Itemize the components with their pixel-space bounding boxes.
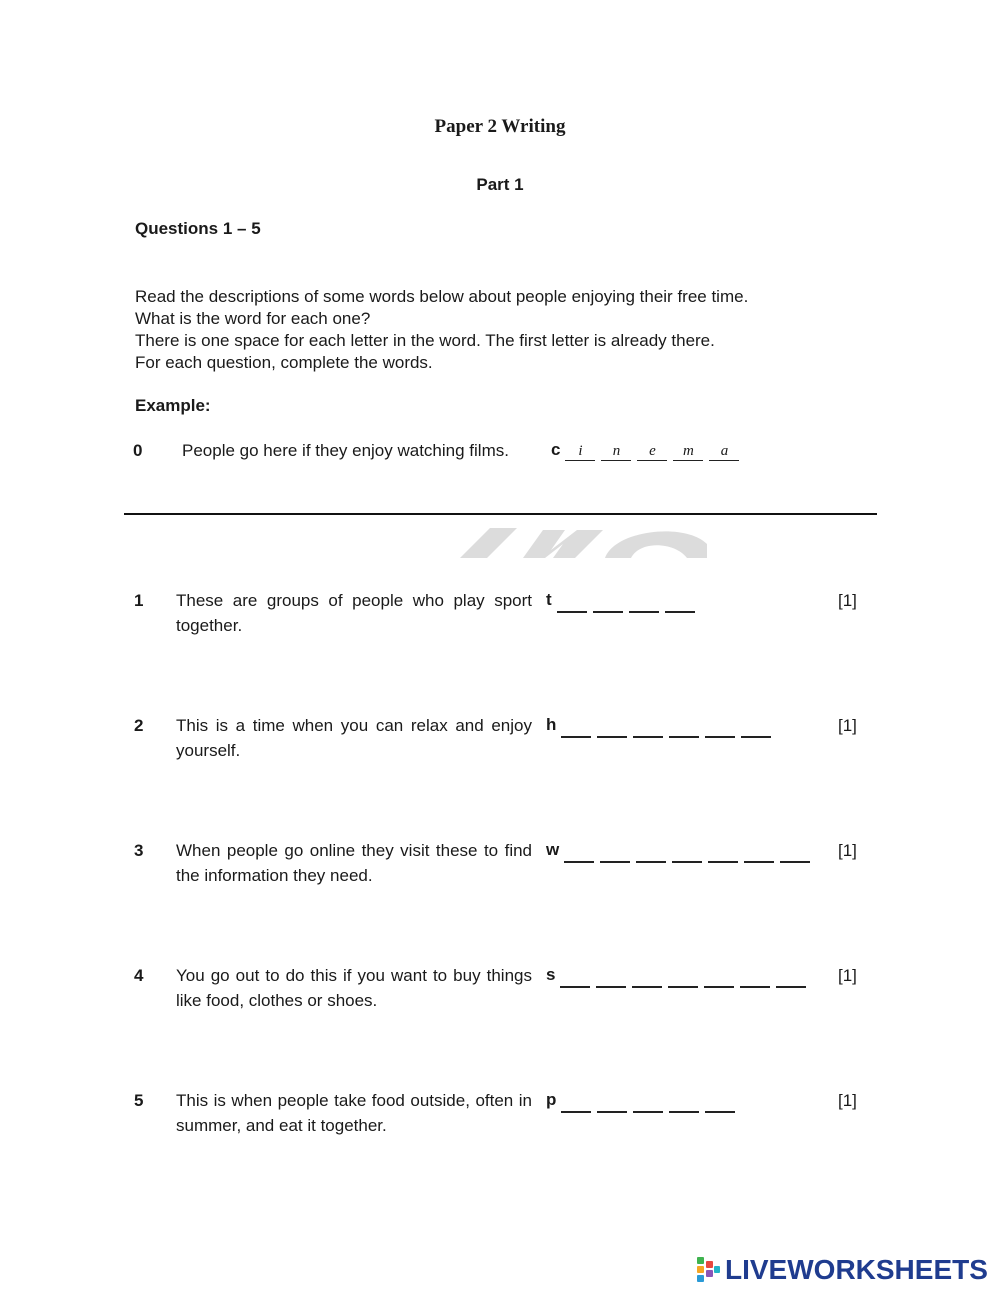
instructions [135, 286, 748, 374]
letter-input[interactable] [600, 843, 630, 863]
example-letter: e [637, 442, 667, 461]
example-letter: m [673, 442, 703, 461]
answer-first-letter: w [546, 840, 560, 859]
divider [124, 513, 877, 515]
letter-input[interactable] [629, 593, 659, 613]
letter-input[interactable] [780, 843, 810, 863]
letter-input[interactable] [705, 1093, 735, 1113]
letter-input[interactable] [672, 843, 702, 863]
question-text: This is when people take food outside, often in summer, and eat it together. [176, 1091, 532, 1135]
example-letter: a [709, 442, 739, 461]
question-mark: [1] [838, 591, 857, 610]
liveworksheets-blocks-icon [697, 1257, 721, 1283]
letter-input[interactable] [561, 1093, 591, 1113]
logo-text: LIVEWORKSHEETS [725, 1254, 988, 1285]
letter-input[interactable] [564, 843, 594, 863]
liveworksheets-logo [697, 1254, 988, 1286]
answer-blanks [546, 965, 812, 988]
letter-input[interactable] [705, 718, 735, 738]
letter-input[interactable] [560, 968, 590, 988]
letter-input[interactable] [741, 718, 771, 738]
letter-input[interactable] [597, 1093, 627, 1113]
letter-input[interactable] [704, 968, 734, 988]
question-number: 3 [134, 841, 144, 860]
question-mark: [1] [838, 966, 857, 985]
example-answer [551, 440, 745, 461]
letter-input[interactable] [740, 968, 770, 988]
watermark-logo-icon [455, 520, 715, 560]
question-mark: [1] [838, 841, 857, 860]
answer-first-letter: s [546, 965, 556, 984]
letter-input[interactable] [561, 718, 591, 738]
questions-heading: Questions 1 – 5 [135, 219, 261, 238]
question-number: 4 [134, 966, 144, 985]
letter-input[interactable] [744, 843, 774, 863]
answer-blanks [546, 590, 701, 613]
letter-input[interactable] [557, 593, 587, 613]
instruction-line: For each question, complete the words. [135, 353, 433, 372]
letter-input[interactable] [636, 843, 666, 863]
answer-blanks [546, 715, 777, 738]
letter-input[interactable] [665, 593, 695, 613]
example-letter: i [565, 442, 595, 461]
letter-input[interactable] [776, 968, 806, 988]
example-text: People go here if they enjoy watching films. [182, 441, 509, 460]
question-number: 5 [134, 1091, 144, 1110]
answer-blanks [546, 840, 816, 863]
letter-input[interactable] [669, 718, 699, 738]
letter-input[interactable] [593, 593, 623, 613]
question-text: These are groups of people who play sport together. [176, 591, 532, 635]
paper-title: Paper 2 Writing [434, 116, 566, 137]
answer-blanks [546, 1090, 741, 1113]
letter-input[interactable] [708, 843, 738, 863]
answer-first-letter: h [546, 715, 557, 734]
letter-input[interactable] [596, 968, 626, 988]
letter-input[interactable] [597, 718, 627, 738]
question-number: 1 [134, 591, 144, 610]
letter-input[interactable] [632, 968, 662, 988]
question-mark: [1] [838, 1091, 857, 1110]
part-title: Part 1 [476, 175, 524, 194]
question-text: When people go online they visit these to find the information they need. [176, 841, 532, 885]
question-text: This is a time when you can relax and enjoy yourself. [176, 716, 532, 760]
example-first-letter: c [551, 440, 561, 459]
example-letter: n [601, 442, 631, 461]
letter-input[interactable] [668, 968, 698, 988]
example-number: 0 [133, 441, 143, 460]
instruction-line: What is the word for each one? [135, 309, 371, 328]
question-text: You go out to do this if you want to buy things like food, clothes or shoes. [176, 966, 532, 1010]
answer-first-letter: p [546, 1090, 557, 1109]
question-number: 2 [134, 716, 144, 735]
instruction-line: There is one space for each letter in the word. The first letter is already there. [135, 331, 715, 350]
instruction-line: Read the descriptions of some words below about people enjoying their free time. [135, 287, 749, 306]
answer-first-letter: t [546, 590, 552, 609]
example-heading: Example: [135, 396, 211, 415]
question-mark: [1] [838, 716, 857, 735]
letter-input[interactable] [669, 1093, 699, 1113]
letter-input[interactable] [633, 1093, 663, 1113]
letter-input[interactable] [633, 718, 663, 738]
